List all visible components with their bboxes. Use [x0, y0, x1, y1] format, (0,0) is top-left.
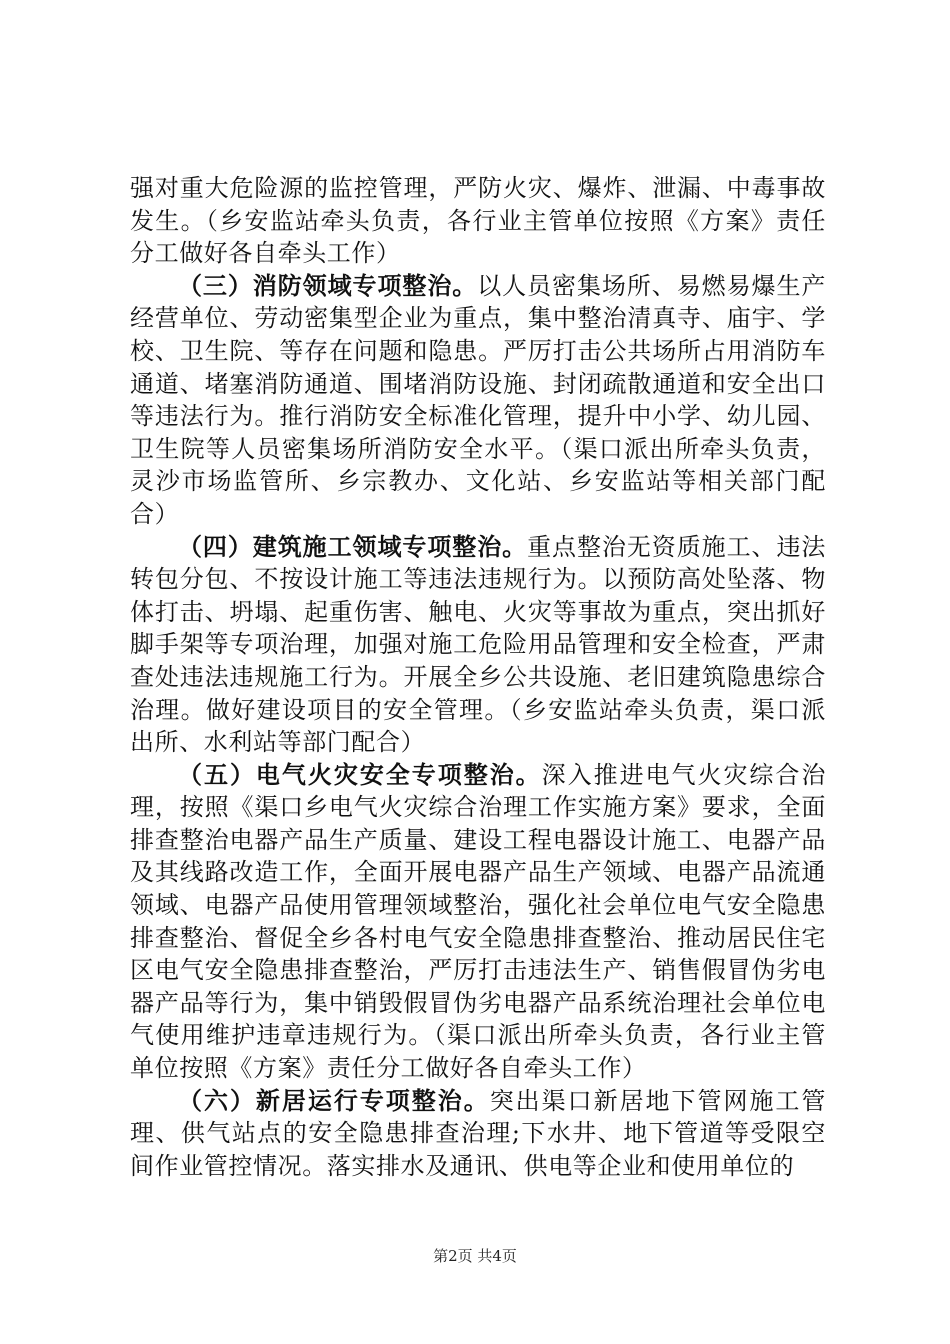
section-heading-5: （五）电气火灾安全专项整治。: [178, 760, 542, 789]
paragraph-text: 强对重大危险源的监控管理，严防火灾、爆炸、泄漏、中毒事故发生。（乡安监站牵头负责，各行业主管单位按照《方案》责任分工做好各自牵头工作）: [130, 174, 826, 268]
paragraph-text: 突出渠口新居地下管网施工管理、供气站点的安全隐患排查治理;下水井、地下管道等受限空间作业管控情况。落实排水及通讯、供电等企业和使用单位的: [130, 1086, 826, 1180]
paragraph-fire-safety: [130, 270, 826, 531]
paragraph-text: 深入推进电气火灾综合治理，按照《渠口乡电气火灾综合治理工作实施方案》要求，全面排查整治电器产品生产质量、建设工程电器设计施工、电器产品及其线路改造工作，全面开展电器产品生产领域、电器产品流通领域、电器产品使用管理领域整治，强化社会单位电气安全隐患排查整治、督促全乡各村电气安全隐患排查整治、推动居民住宅区电气安全隐患排查整治，严厉打击违法生产、销售假冒伪劣电器产品等行为，集中销毁假冒伪劣电器产品系统治理社会单位电气使用维护违章违规行为。（渠口派出所牵头负责，各行业主管单位按照《方案》责任分工做好各自牵头工作）: [130, 760, 826, 1083]
paragraph-text: 以人员密集场所、易燃易爆生产经营单位、劳动密集型企业为重点，集中整治清真寺、庙宇、学校、卫生院、等存在问题和隐患。严厉打击公共场所占用消防车通道、堵塞消防通道、围堵消防设施、封闭疏散通道和安全出口等违法行为。推行消防安全标准化管理，提升中小学、幼儿园、卫生院等人员密集场所消防安全水平。（渠口派出所牵头负责，灵沙市场监管所、乡宗教办、文化站、乡安监站等相关部门配合）: [130, 271, 826, 528]
paragraph-construction: [130, 531, 826, 759]
section-heading-3: （三）消防领域专项整治。: [178, 271, 478, 300]
paragraph-text: 重点整治无资质施工、违法转包分包、不按设计施工等违法违规行为。以预防高处坠落、物体打击、坍塌、起重伤害、触电、火灾等事故为重点，突出抓好脚手架等专项治理，加强对施工危险用品管理和安全检查，严肃查处违法违规施工行为。开展全乡公共设施、老旧建筑隐患综合治理。做好建设项目的安全管理。（乡安监站牵头负责，渠口派出所、水利站等部门配合）: [130, 532, 827, 757]
paragraph-electrical-fire: [130, 759, 826, 1085]
paragraph-continuation: [130, 172, 826, 270]
section-heading-6: （六）新居运行专项整治。: [178, 1086, 490, 1115]
document-body: [130, 172, 826, 1182]
paragraph-new-residence: [130, 1085, 826, 1183]
page-footer: 第2页 共4页: [433, 1247, 517, 1265]
section-heading-4: （四）建筑施工领域专项整治。: [178, 532, 528, 561]
